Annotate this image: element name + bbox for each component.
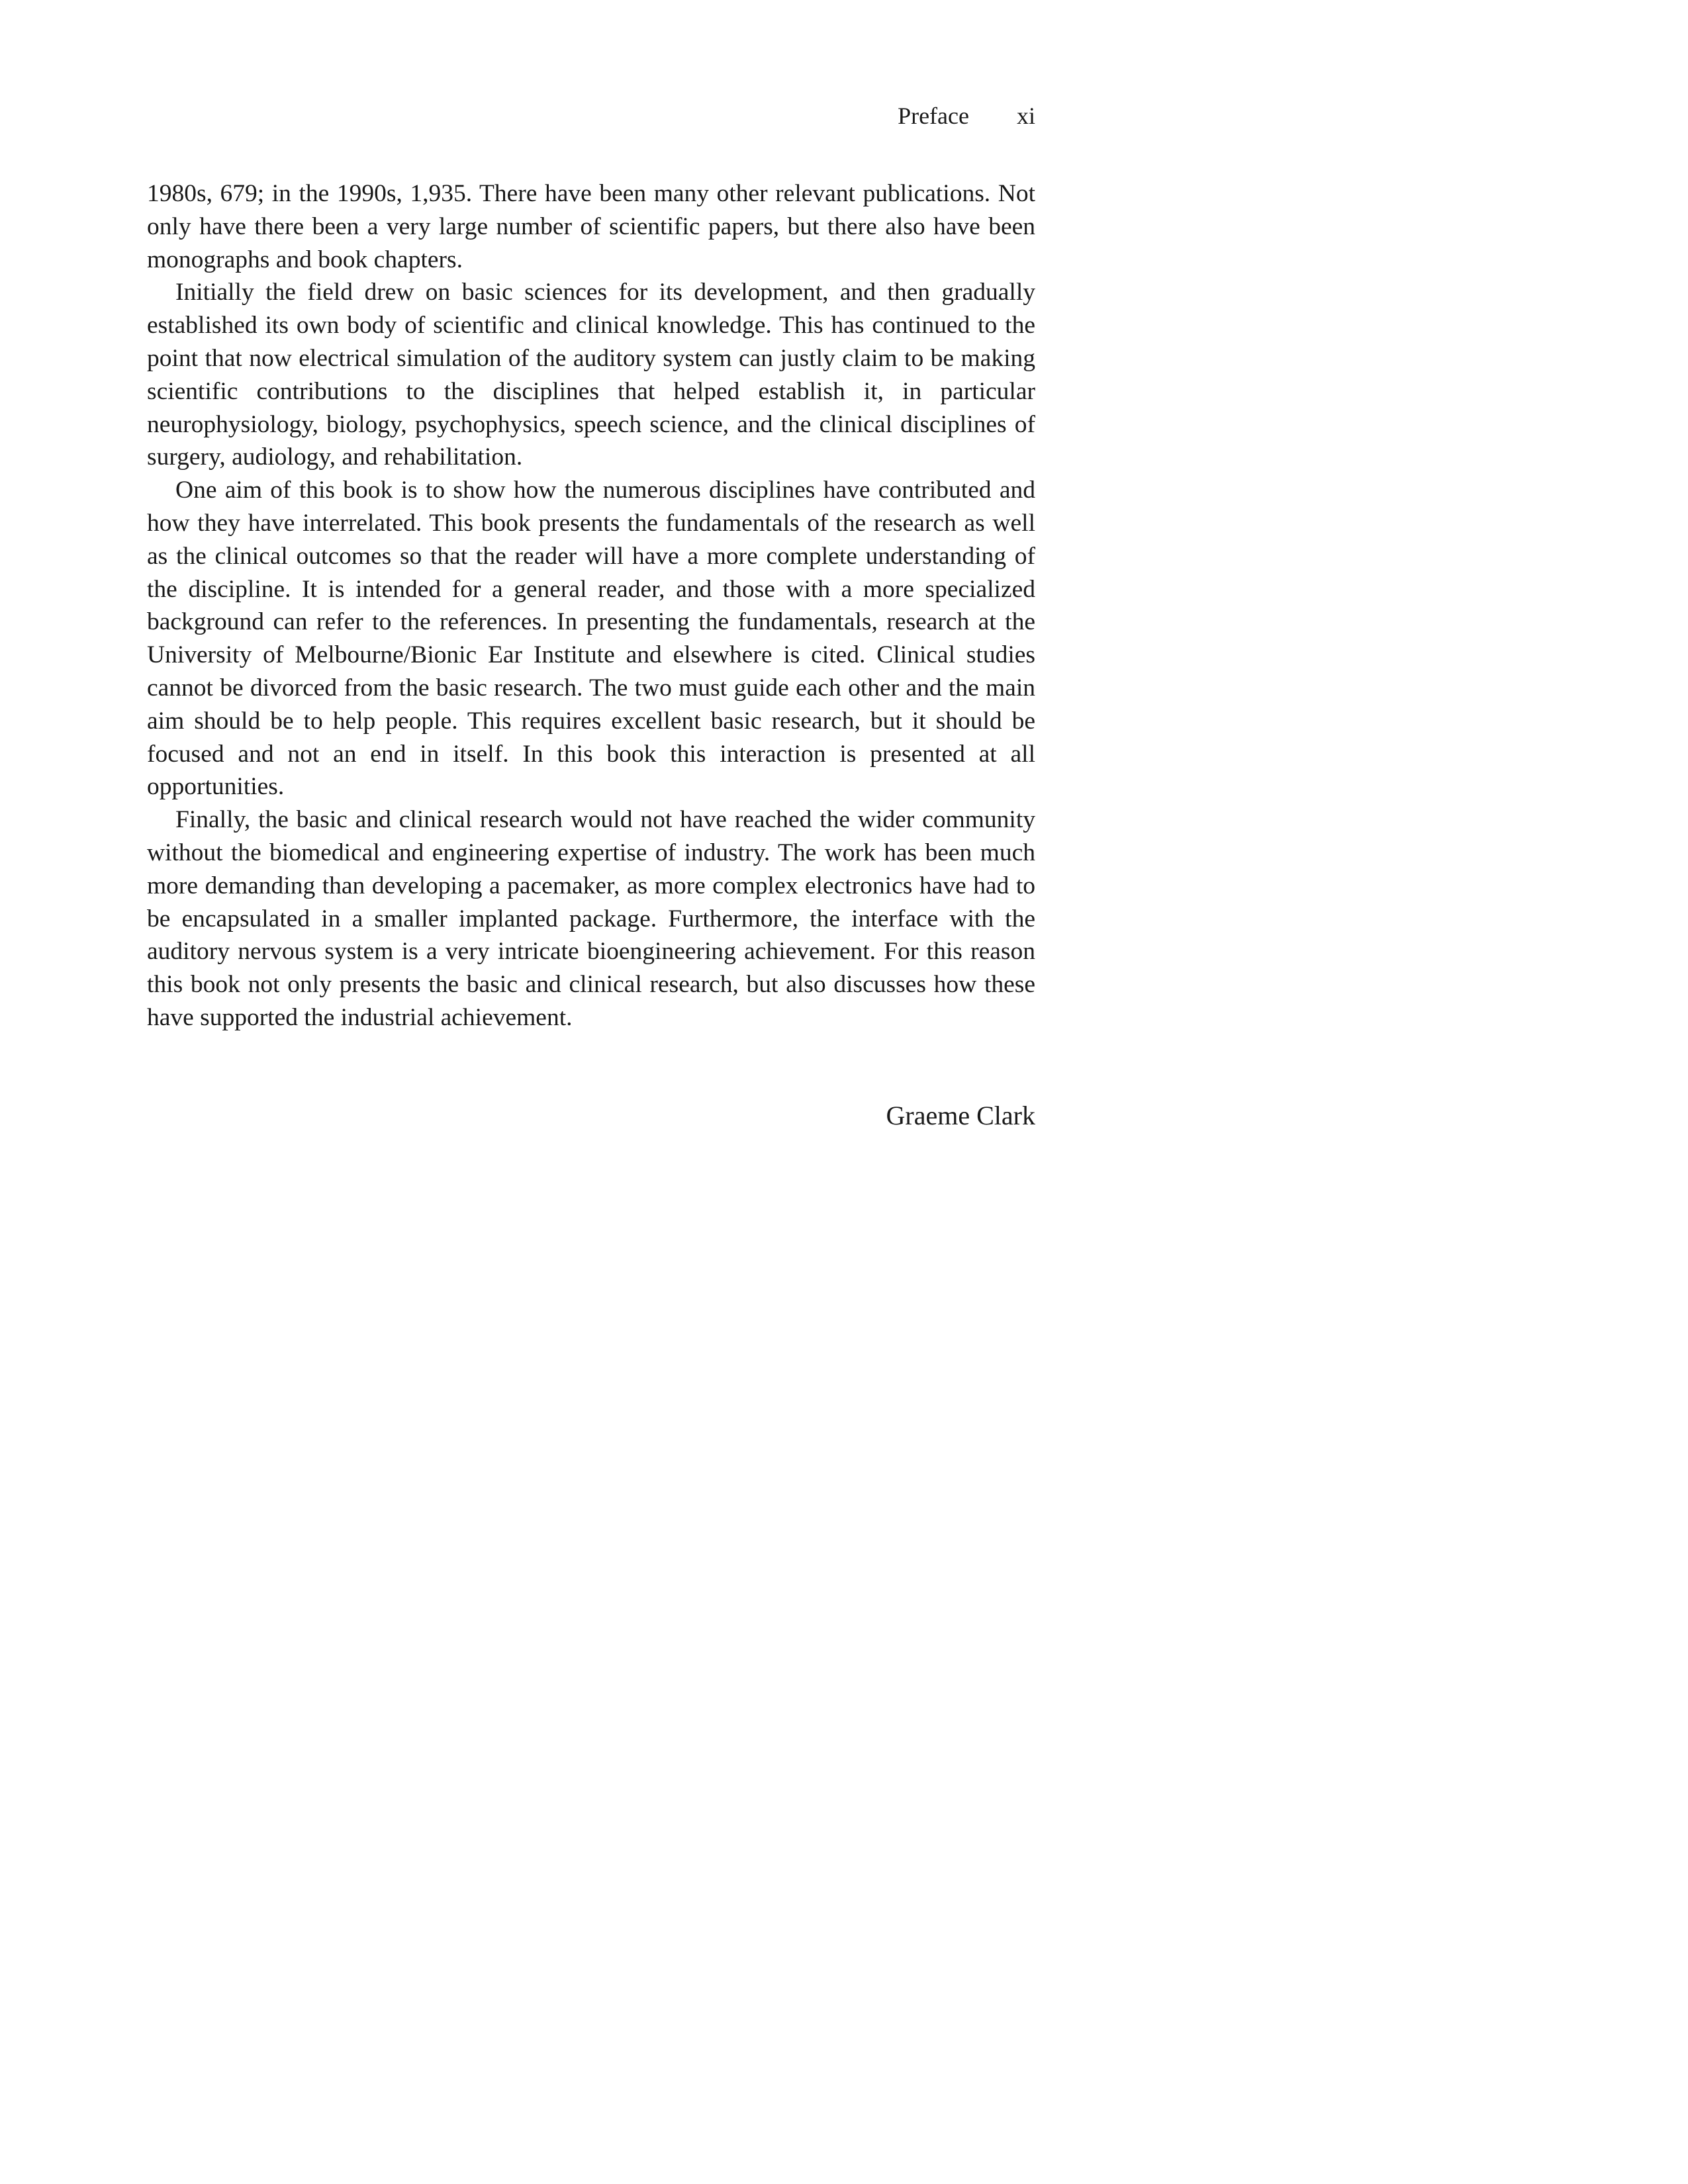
running-head-section-title: Preface [898,103,969,129]
paragraph-industry: Finally, the basic and clinical research would not have reached the wider community without the biomedical and engineering expertise of industry. The work has been much more demanding than developing a pacemaker, as more complex electronics have had to be encapsulated in a smaller implanted package. Furthermore, the interface with the auditory nervous system is a very intricate bioengineering achievement. For this reason this book not only presents the basic and clinical research, but also discusses how these have supported the industrial achievement. [147,806,1035,1031]
paragraph-book-aim: One aim of this book is to show how the numerous disciplines have contributed and how they have interrelated. This book presents the fundamentals of the research as well as the clinical outcomes so that the reader will have a more complete understanding of the discipline. It is intended for a general reader, and those with a more specialized background can refer to the references. In presenting the fundamentals, research at the University of Melbourne/Bionic Ear Institute and elsewhere is cited. Clinical studies cannot be divorced from the basic research. The two must guide each other and the main aim should be to help people. This requires excellent basic research, but it should be focused and not an end in itself. In this book this interaction is presented at all opportunities. [147,477,1035,801]
running-head [794,99,1035,132]
body-text [147,177,1035,1034]
author-signature: Graeme Clark [886,1101,1035,1130]
paragraph-continued: 1980s, 679; in the 1990s, 1,935. There have been many other relevant publications. Not only have there been a very large number of scientific papers, but there also have been monographs and book chapters. [147,180,1035,273]
paragraph-basic-sciences: Initially the field drew on basic sciences for its development, and then gradually established its own body of scientific and clinical knowledge. This has continued to the point that now electrical simulation of the auditory system can justly claim to be making scientific contributions to the disciplines that helped establish it, in particular neurophysiology, biology, psychophysics, speech science, and the clinical disciplines of surgery, audiology, and rehabilitation. [147,279,1035,471]
page-number: xi [1016,103,1035,129]
